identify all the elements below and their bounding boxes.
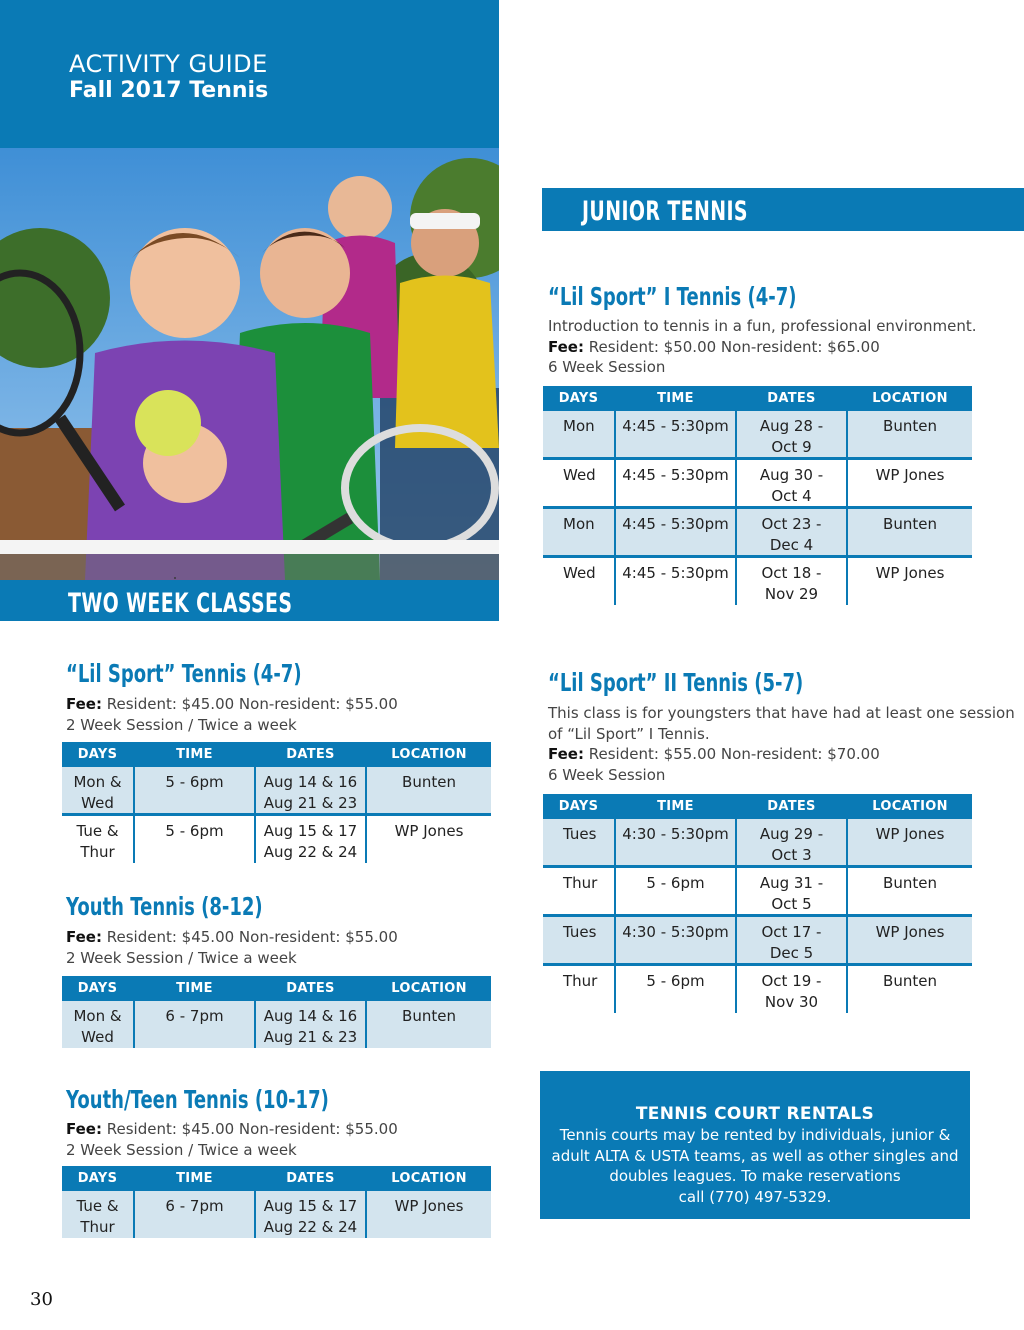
class-title-youth-teen: Youth/Teen Tennis (10-17) bbox=[66, 1085, 329, 1114]
table-row: Wed 4:45 - 5:30pm Oct 18 - Nov 29 WP Jones bbox=[543, 557, 972, 605]
col-dates: DATES bbox=[255, 742, 366, 767]
guide-label: ACTIVITY GUIDE bbox=[69, 50, 268, 78]
schedule-table-youth bbox=[62, 976, 491, 1048]
col-time: TIME bbox=[134, 976, 255, 1001]
col-time: TIME bbox=[615, 794, 736, 819]
col-dates: DATES bbox=[736, 386, 847, 411]
guide-title: Fall 2017 Tennis bbox=[69, 78, 269, 103]
class-info-lil-sport-2: This class is for youngsters that have had at least one session of “Lil Sport” I Tennis. Fee: Resident: $55.00 Non-resident: $70.00 6 Week Session bbox=[548, 704, 1015, 784]
table-row: Thur 5 - 6pm Oct 19 - Nov 30 Bunten bbox=[543, 965, 972, 1013]
schedule-table-youth-teen bbox=[62, 1166, 491, 1238]
guide-header bbox=[0, 0, 499, 148]
section-two-week-classes: TWO WEEK CLASSES bbox=[0, 580, 499, 621]
class-title-youth: Youth Tennis (8-12) bbox=[66, 892, 263, 921]
table-row: Tues 4:30 - 5:30pm Oct 17 - Dec 5 WP Jones bbox=[543, 916, 972, 965]
col-location: LOCATION bbox=[847, 386, 972, 411]
photo-illustration bbox=[0, 148, 499, 580]
table-row: Thur 5 - 6pm Aug 31 - Oct 5 Bunten bbox=[543, 867, 972, 916]
col-time: TIME bbox=[134, 1166, 255, 1191]
table-row: Wed 4:45 - 5:30pm Aug 30 - Oct 4 WP Jones bbox=[543, 459, 972, 508]
court-rentals-text: Tennis courts may be rented by individuals, junior & adult ALTA & USTA teams, as well as other singles and doubles leagues. To make reservations call (770) 497-5329. bbox=[551, 1126, 959, 1206]
col-dates: DATES bbox=[736, 794, 847, 819]
col-days: DAYS bbox=[543, 386, 615, 411]
table-row: Tues 4:30 - 5:30pm Aug 29 - Oct 3 WP Jones bbox=[543, 819, 972, 867]
court-rentals-heading: TENNIS COURT RENTALS bbox=[635, 1104, 875, 1124]
col-location: LOCATION bbox=[366, 742, 491, 767]
table-row: Tue & Thur 5 - 6pm Aug 15 & 17 Aug 22 & 24 WP Jones bbox=[62, 815, 491, 863]
col-location: LOCATION bbox=[366, 976, 491, 1001]
col-dates: DATES bbox=[255, 1166, 366, 1191]
col-dates: DATES bbox=[255, 976, 366, 1001]
table-row: Mon & Wed 6 - 7pm Aug 14 & 16 Aug 21 & 23 Bunten bbox=[62, 1001, 491, 1048]
class-info-youth: Fee: Resident: $45.00 Non-resident: $55.00 2 Week Session / Twice a week bbox=[66, 928, 398, 967]
col-days: DAYS bbox=[62, 976, 134, 1001]
class-title-lil-sport-1: “Lil Sport” I Tennis (4-7) bbox=[548, 282, 797, 311]
court-rentals-box bbox=[540, 1071, 970, 1219]
col-time: TIME bbox=[615, 386, 736, 411]
col-time: TIME bbox=[134, 742, 255, 767]
page-number: 30 bbox=[30, 1289, 53, 1310]
kids-tennis-photo bbox=[0, 148, 499, 580]
schedule-table-lil-sport-1 bbox=[543, 386, 972, 605]
class-info-youth-teen: Fee: Resident: $45.00 Non-resident: $55.00 2 Week Session / Twice a week bbox=[66, 1120, 398, 1159]
col-days: DAYS bbox=[543, 794, 615, 819]
table-row: Mon & Wed 5 - 6pm Aug 14 & 16 Aug 21 & 23 Bunten bbox=[62, 767, 491, 815]
schedule-table-lil-sport-2 bbox=[543, 794, 972, 1013]
class-title-lil-sport: “Lil Sport” Tennis (4-7) bbox=[66, 659, 302, 688]
col-days: DAYS bbox=[62, 742, 134, 767]
col-location: LOCATION bbox=[847, 794, 972, 819]
table-row: Mon 4:45 - 5:30pm Aug 28 - Oct 9 Bunten bbox=[543, 411, 972, 459]
col-days: DAYS bbox=[62, 1166, 134, 1191]
table-row: Tue & Thur 6 - 7pm Aug 15 & 17 Aug 22 & 24 WP Jones bbox=[62, 1191, 491, 1238]
class-title-lil-sport-2: “Lil Sport” II Tennis (5-7) bbox=[548, 668, 804, 697]
col-location: LOCATION bbox=[366, 1166, 491, 1191]
schedule-table-lil-sport bbox=[62, 742, 491, 863]
section-junior-tennis: JUNIOR TENNIS bbox=[542, 188, 1024, 231]
class-info-lil-sport: Fee: Resident: $45.00 Non-resident: $55.00 2 Week Session / Twice a week bbox=[66, 695, 398, 734]
class-info-lil-sport-1: Introduction to tennis in a fun, professional environment. Fee: Resident: $50.00 Non-resident: $65.00 6 Week Session bbox=[548, 317, 977, 376]
table-row: Mon 4:45 - 5:30pm Oct 23 - Dec 4 Bunten bbox=[543, 508, 972, 557]
